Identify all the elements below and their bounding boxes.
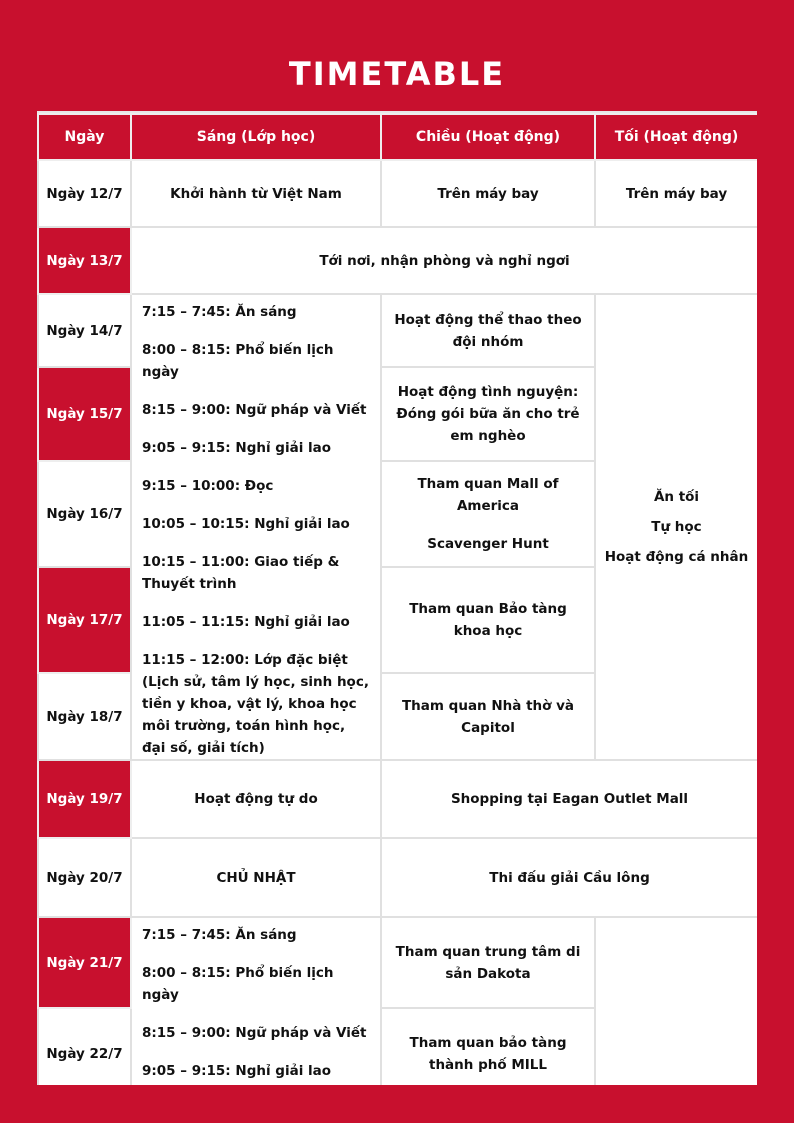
afternoon-item: Tham quan Mall of America	[417, 475, 559, 514]
afternoon-cell: Tham quan Nhà thờ và Capitol	[381, 673, 595, 760]
table-row	[38, 294, 757, 367]
evening-item: Ăn tối	[653, 489, 700, 505]
day-cell: Ngày 15/7	[38, 367, 131, 461]
table-row	[38, 760, 757, 838]
afternoon-cell: Hoạt động tình nguyện: Đóng gói bữa ăn cho trẻ em nghèo	[381, 367, 595, 461]
afternoon-cell: Tham quan trung tâm di sản Dakota	[381, 917, 595, 1008]
evening-item: Hoạt động cá nhân	[604, 549, 749, 565]
day-cell: Ngày 18/7	[38, 673, 131, 760]
afternoon-cell: Trên máy bay	[381, 160, 595, 227]
evening-block-cell	[595, 294, 757, 760]
morning-cell: Hoạt động tự do	[131, 760, 381, 838]
afternoon-cell: Tham quan Bảo tàng khoa học	[381, 567, 595, 674]
schedule-item: 7:15 – 7:45: Ăn sáng	[142, 304, 297, 320]
header-afternoon: Chiều (Hoạt động)	[381, 114, 595, 160]
schedule-item: 8:15 – 9:00: Ngữ pháp và Viết	[142, 1025, 367, 1041]
header-evening: Tối (Hoạt động)	[595, 114, 757, 160]
table-row	[38, 838, 757, 917]
day-cell: Ngày 16/7	[38, 461, 131, 567]
schedule-item: 9:05 – 9:15: Nghỉ giải lao	[142, 440, 332, 456]
header-row	[38, 114, 757, 160]
evening-cell: Trên máy bay	[595, 160, 757, 227]
full-day-cell: Tới nơi, nhận phòng và nghỉ ngơi	[131, 227, 757, 294]
table-row	[38, 227, 757, 294]
day-cell: Ngày 14/7	[38, 294, 131, 367]
day-cell: Ngày 17/7	[38, 567, 131, 674]
header-morning: Sáng (Lớp học)	[131, 114, 381, 160]
schedule-item: 10:15 – 11:00: Giao tiếp & Thuyết trình	[142, 554, 340, 592]
schedule-item: 9:15 – 10:00: Đọc	[142, 478, 274, 494]
schedule-item: 11:15 – 12:00: Lớp đặc biệt (Lịch sử, tâm lý học, sinh học, tiền y khoa, vật lý, khoa học môi trường, toán hình học, đại số, giải tích)	[142, 652, 369, 756]
class-schedule-cell	[131, 917, 381, 1085]
schedule-item: 7:15 – 7:45: Ăn sáng	[142, 927, 297, 943]
day-cell: Ngày 20/7	[38, 838, 131, 917]
afternoon-cell: Hoạt động thể thao theo đội nhóm	[381, 294, 595, 367]
morning-cell: CHỦ NHẬT	[131, 838, 381, 917]
afternoon-evening-cell: Thi đấu giải Cầu lông	[381, 838, 757, 917]
day-cell: Ngày 21/7	[38, 917, 131, 1008]
afternoon-cell: Tham quan bảo tàng thành phố MILL	[381, 1008, 595, 1085]
day-cell: Ngày 13/7	[38, 227, 131, 294]
morning-cell: Khởi hành từ Việt Nam	[131, 160, 381, 227]
evening-cell-empty	[595, 917, 757, 1085]
timetable	[37, 113, 757, 1085]
day-cell: Ngày 12/7	[38, 160, 131, 227]
evening-item: Tự học	[651, 519, 702, 535]
page-title: TIMETABLE	[37, 37, 757, 113]
afternoon-item: Scavenger Hunt	[427, 535, 549, 552]
table-row	[38, 917, 757, 1008]
schedule-item: 8:00 – 8:15: Phổ biến lịch ngày	[142, 342, 334, 380]
schedule-item: 11:05 – 11:15: Nghỉ giải lao	[142, 614, 350, 630]
table-row	[38, 160, 757, 227]
class-schedule-cell	[131, 294, 381, 760]
header-day: Ngày	[38, 114, 131, 160]
timetable-sheet	[37, 37, 757, 1085]
schedule-item: 8:00 – 8:15: Phổ biến lịch ngày	[142, 965, 334, 1003]
day-cell: Ngày 22/7	[38, 1008, 131, 1085]
afternoon-evening-cell: Shopping tại Eagan Outlet Mall	[381, 760, 757, 838]
afternoon-cell	[381, 461, 595, 567]
schedule-item: 8:15 – 9:00: Ngữ pháp và Viết	[142, 402, 367, 418]
schedule-item: 10:05 – 10:15: Nghỉ giải lao	[142, 516, 350, 532]
day-cell: Ngày 19/7	[38, 760, 131, 838]
schedule-item: 9:05 – 9:15: Nghỉ giải lao	[142, 1063, 332, 1079]
